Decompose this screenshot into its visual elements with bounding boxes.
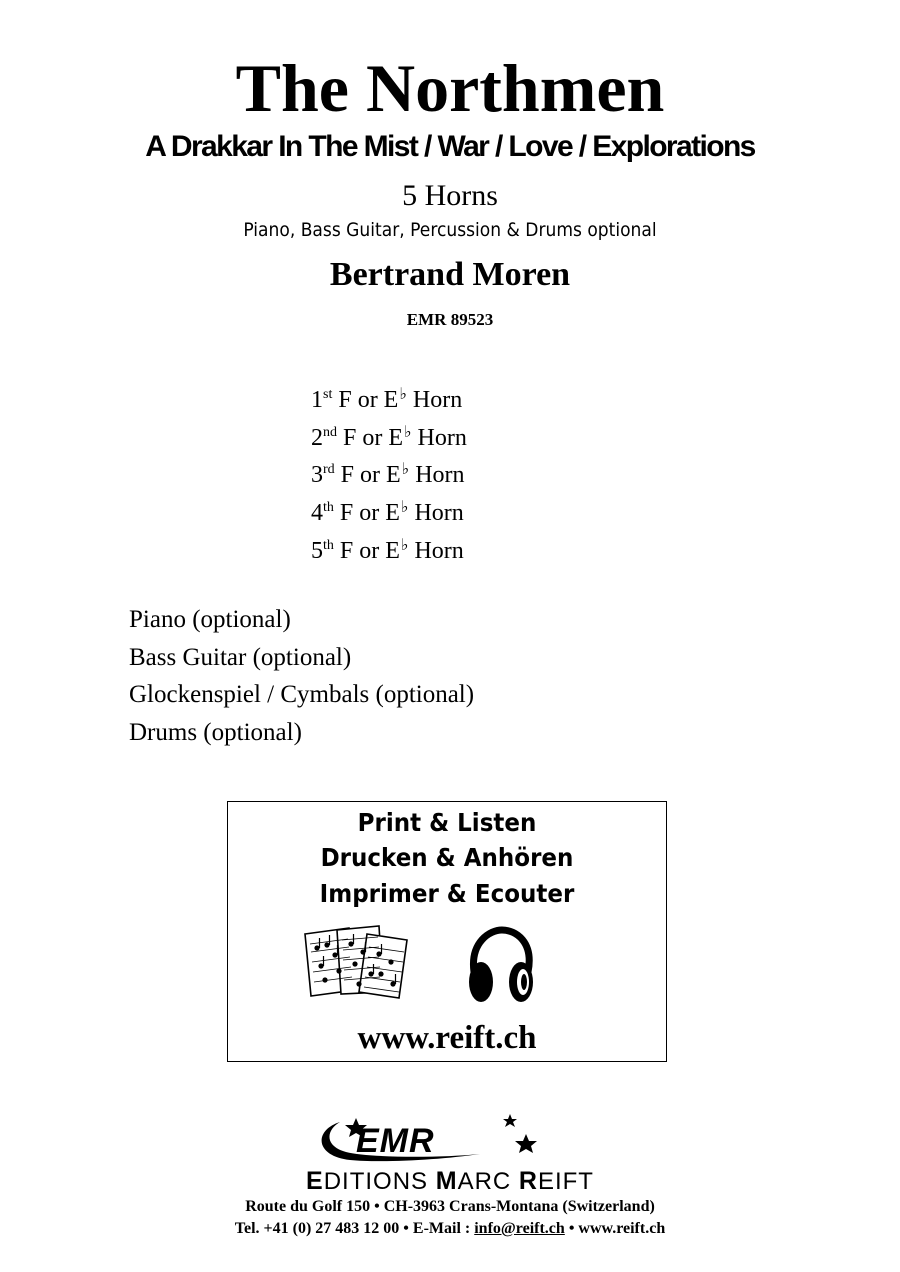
optional-part: Glockenspiel / Cymbals (optional) — [129, 681, 475, 709]
publisher-contact: Tel. +41 (0) 27 483 12 00 • E-Mail : info@reift.ch • www.reift.ch — [234, 1220, 666, 1237]
website-link[interactable]: www.reift.ch — [357, 1020, 537, 1056]
print-listen-box — [227, 801, 667, 1062]
ensemble-label: 5 Horns — [402, 179, 498, 212]
page-title: The Northmen — [235, 50, 665, 126]
horn-part: 4th F or E♭ Horn — [311, 497, 464, 527]
promo-line: Imprimer & Ecouter — [319, 879, 575, 908]
flat-symbol: ♭ — [400, 497, 409, 517]
horn-parts-list — [311, 375, 467, 563]
promo-line: Print & Listen — [357, 808, 537, 837]
flat-symbol: ♭ — [399, 384, 407, 403]
optional-part: Piano (optional) — [129, 606, 291, 633]
horn-part: 5th F or E♭ Horn — [311, 534, 464, 564]
headphones-icon — [466, 926, 536, 1008]
horn-part: 1st F or E♭ Horn — [311, 384, 463, 413]
page-subtitle: A Drakkar In The Mist / War / Love / Explorations — [145, 130, 755, 163]
optional-instruments-line: Piano, Bass Guitar, Percussion & Drums optional — [243, 219, 657, 241]
catalog-number: EMR 89523 — [406, 310, 494, 329]
horn-part: 2nd F or E♭ Horn — [311, 421, 467, 451]
publisher-name: EDITIONS MARC REIFT — [306, 1167, 594, 1195]
emr-logo-text: EMR — [356, 1122, 435, 1160]
flat-symbol: ♭ — [401, 459, 410, 479]
horn-part: 3rd F or E♭ Horn — [311, 459, 465, 489]
sheet-music-icon — [301, 922, 413, 1000]
composer-name: Bertrand Moren — [329, 256, 571, 293]
flat-symbol: ♭ — [400, 534, 409, 554]
optional-part: Bass Guitar (optional) — [129, 643, 352, 671]
optional-part: Drums (optional) — [129, 719, 302, 747]
email-link[interactable]: info@reift.ch — [474, 1220, 565, 1237]
optional-parts-list — [129, 601, 474, 752]
publisher-address: Route du Golf 150 • CH-3963 Crans-Montana (Switzerland) — [245, 1198, 655, 1215]
flat-symbol: ♭ — [404, 421, 412, 441]
promo-line: Drucken & Anhören — [320, 843, 574, 872]
